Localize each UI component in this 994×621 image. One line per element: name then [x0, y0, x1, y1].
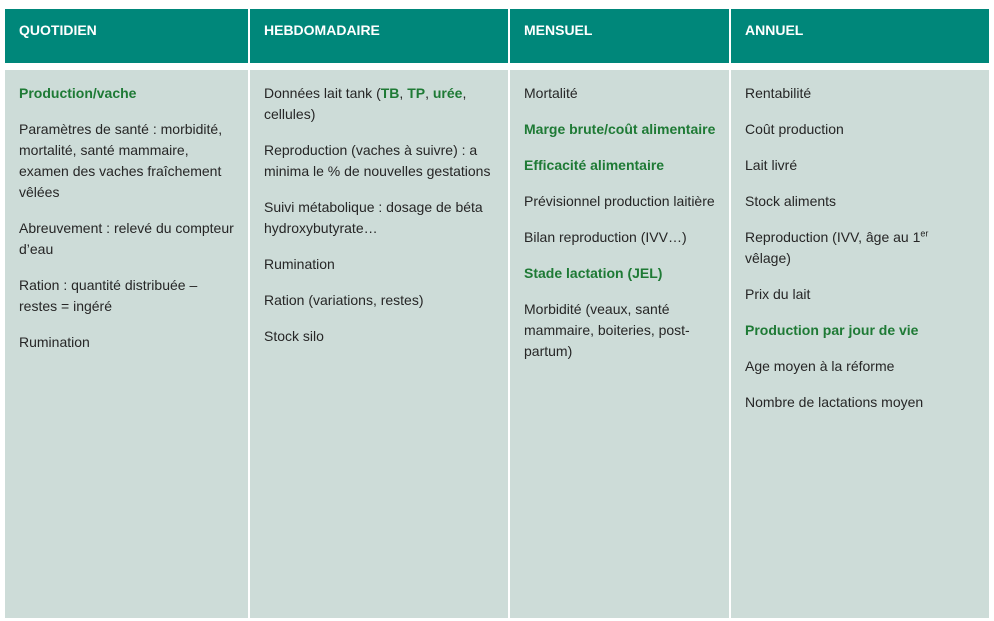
list-item: Paramètres de santé : morbidité, mortalité, santé mammaire, examen des vaches fraîchement vêlées [19, 121, 223, 200]
column-quotidien [5, 70, 250, 618]
header-gap [5, 63, 989, 70]
list-item: Efficacité alimentaire [524, 157, 665, 173]
list-item: Morbidité (veaux, santé mammaire, boiteries, post-partum) [524, 301, 690, 359]
header-quotidien: QUOTIDIEN [5, 9, 250, 63]
list-item: Mortalité [524, 85, 578, 101]
uree-label: urée [432, 85, 463, 101]
monitoring-table [5, 9, 989, 618]
list-item-reproduction [745, 227, 977, 269]
list-item-lait-tank [264, 83, 496, 125]
separator: , [399, 85, 408, 101]
column-mensuel [510, 70, 731, 618]
list-item: Ration (variations, restes) [264, 292, 424, 308]
list-item: Rentabilité [745, 85, 812, 101]
list-item: Stock aliments [745, 193, 837, 209]
column-annuel [731, 70, 989, 618]
header-annuel: ANNUEL [731, 9, 989, 63]
lait-tank-prefix: Données lait tank ( [264, 85, 381, 101]
list-item: Stock silo [264, 328, 324, 344]
list-item: Marge brute/coût alimentaire [524, 121, 716, 137]
reproduction-after: vêlage) [745, 250, 791, 266]
list-item: Age moyen à la réforme [745, 358, 895, 374]
tp-label: TP [407, 85, 426, 101]
tb-label: TB [380, 85, 400, 101]
list-item: Prévisionnel production laitière [524, 193, 715, 209]
list-item: Production/vache [19, 85, 137, 101]
list-item: Ration : quantité distribuée – restes = ingéré [19, 277, 198, 314]
list-item: Prix du lait [745, 286, 811, 302]
column-hebdomadaire [250, 70, 510, 618]
table-body-row [5, 70, 989, 618]
lait-tank-suffix: , cellules) [264, 85, 467, 122]
list-item: Lait livré [745, 157, 798, 173]
table-header-row [5, 9, 989, 63]
list-item: Production par jour de vie [745, 322, 919, 338]
list-item: Reproduction (vaches à suivre) : a minima le % de nouvelles gestations [264, 142, 491, 179]
header-hebdomadaire: HEBDOMADAIRE [250, 9, 510, 63]
list-item: Stade lactation (JEL) [524, 265, 663, 281]
list-item: Abreuvement : relevé du compteur d’eau [19, 220, 234, 257]
list-item: Rumination [264, 256, 335, 272]
reproduction-text: Reproduction (IVV, âge au 1 [745, 229, 921, 245]
separator: , [425, 85, 433, 101]
list-item: Coût production [745, 121, 844, 137]
list-item: Rumination [19, 334, 90, 350]
superscript: er [920, 228, 929, 239]
list-item: Nombre de lactations moyen [745, 394, 924, 410]
header-mensuel: MENSUEL [510, 9, 731, 63]
list-item: Suivi métabolique : dosage de béta hydroxybutyrate… [264, 199, 483, 236]
list-item: Bilan reproduction (IVV…) [524, 229, 687, 245]
